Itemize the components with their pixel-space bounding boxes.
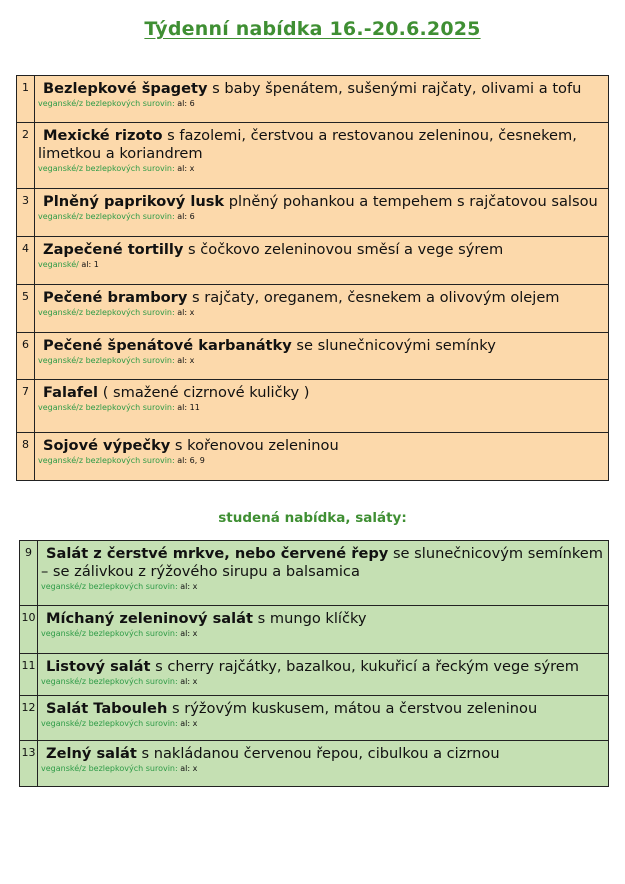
menu-row: [17, 76, 609, 123]
menu-item: [35, 237, 609, 285]
allergens: al: x: [177, 764, 198, 773]
cold-menu-table: [19, 540, 609, 787]
vegan-label: veganské/z bezlepkových surovin:: [38, 308, 175, 317]
dish-name: Sojové výpečky: [43, 437, 171, 454]
menu-row: [17, 380, 609, 433]
item-number: 10: [20, 606, 38, 654]
menu-row: [17, 433, 609, 481]
vegan-label: veganské/z bezlepkových surovin:: [38, 164, 175, 173]
dish-name: Plněný paprikový lusk: [43, 193, 225, 210]
dish-name: Mexické rizoto: [43, 127, 163, 144]
item-number: 3: [17, 189, 35, 237]
dish-name: Pečené brambory: [43, 289, 188, 306]
item-number: 2: [17, 123, 35, 189]
item-number: 4: [17, 237, 35, 285]
dish-name: Listový salát: [46, 658, 151, 675]
hot-menu-table: [16, 75, 609, 481]
dish-name: Falafel: [43, 384, 99, 401]
menu-item: [38, 606, 609, 654]
menu-item: [35, 433, 609, 481]
item-number: 7: [17, 380, 35, 433]
item-number: 8: [17, 433, 35, 481]
item-number: 9: [20, 541, 38, 606]
allergens: al: 6: [174, 99, 195, 108]
allergens: al: x: [174, 308, 195, 317]
allergens: al: x: [177, 582, 198, 591]
dish-name: Zelný salát: [46, 745, 137, 762]
menu-item: [35, 285, 609, 333]
menu-item: [35, 123, 609, 189]
vegan-label: veganské/z bezlepkových surovin:: [38, 212, 175, 221]
dish-description: s cherry rajčátky, bazalkou, kukuřicí a řeckým vege sýrem: [150, 658, 579, 675]
dish-description: s rýžovým kuskusem, mátou a čerstvou zeleninou: [167, 700, 538, 717]
allergens: al: 6: [174, 212, 195, 221]
vegan-label: veganské/z bezlepkových surovin:: [38, 456, 175, 465]
allergens: al: x: [174, 164, 195, 173]
menu-row: [17, 333, 609, 380]
allergens: al: 1: [78, 260, 99, 269]
vegan-label: veganské/z bezlepkových surovin:: [41, 582, 178, 591]
dish-name: Pečené špenátové karbanátky: [43, 337, 292, 354]
menu-item: [38, 696, 609, 741]
dish-description: s kořenovou zeleninou: [170, 437, 339, 454]
menu-item: [35, 380, 609, 433]
menu-item: [35, 333, 609, 380]
vegan-label: veganské/z bezlepkových surovin:: [38, 403, 175, 412]
menu-row: [17, 237, 609, 285]
menu-row: [20, 606, 609, 654]
allergens: al: x: [177, 629, 198, 638]
menu-item: [35, 189, 609, 237]
menu-row: [20, 741, 609, 787]
menu-row: [17, 189, 609, 237]
dish-description: ( smažené cizrnové kuličky ): [98, 384, 310, 401]
item-number: 5: [17, 285, 35, 333]
menu-row: [17, 123, 609, 189]
vegan-label: veganské/z bezlepkových surovin:: [41, 629, 178, 638]
dish-name: Zapečené tortilly: [43, 241, 184, 258]
allergens: al: x: [177, 677, 198, 686]
allergens: al: x: [174, 356, 195, 365]
dish-description: s čočkovo zeleninovou směsí a vege sýrem: [183, 241, 504, 258]
vegan-label: veganské/z bezlepkových surovin:: [41, 764, 178, 773]
vegan-label: veganské/z bezlepkových surovin:: [38, 356, 175, 365]
dish-description: s rajčaty, oreganem, česnekem a olivovým olejem: [187, 289, 560, 306]
allergens: al: x: [177, 719, 198, 728]
vegan-label: veganské/z bezlepkových surovin:: [41, 677, 178, 686]
item-number: 12: [20, 696, 38, 741]
dish-description: se slunečnicovými semínky: [291, 337, 496, 354]
item-number: 11: [20, 654, 38, 696]
dish-description: s mungo klíčky: [252, 610, 367, 627]
item-number: 1: [17, 76, 35, 123]
menu-row: [20, 541, 609, 606]
dish-description: plněný pohankou a tempehem s rajčatovou salsou: [224, 193, 598, 210]
dish-name: Salát Tabouleh: [46, 700, 168, 717]
menu-item: [38, 541, 609, 606]
dish-name: Salát z čerstvé mrkve, nebo červené řepy: [46, 545, 389, 562]
vegan-label: veganské/z bezlepkových surovin:: [38, 99, 175, 108]
page-title: Týdenní nabídka 16.-20.6.2025: [144, 18, 481, 40]
menu-item: [38, 741, 609, 787]
menu-row: [20, 696, 609, 741]
dish-description: s fazolemi, čerstvou a restovanou zeleninou, česnekem, limetkou a koriandrem: [38, 127, 577, 162]
section-title: studená nabídka, saláty:: [218, 510, 407, 526]
menu-item: [35, 76, 609, 123]
dish-name: Bezlepkové špagety: [43, 80, 208, 97]
dish-description: s baby špenátem, sušenými rajčaty, olivami a tofu: [207, 80, 582, 97]
item-number: 6: [17, 333, 35, 380]
dish-description: se slunečnicovým semínkem – se zálivkou z rýžového sirupu a balsamica: [41, 545, 603, 580]
menu-row: [17, 285, 609, 333]
dish-name: Míchaný zeleninový salát: [46, 610, 253, 627]
allergens: al: 6, 9: [174, 456, 205, 465]
menu-item: [38, 654, 609, 696]
item-number: 13: [20, 741, 38, 787]
allergens: al: 11: [174, 403, 200, 412]
vegan-label: veganské/: [38, 260, 79, 269]
dish-description: s nakládanou červenou řepou, cibulkou a cizrnou: [136, 745, 500, 762]
vegan-label: veganské/z bezlepkových surovin:: [41, 719, 178, 728]
menu-row: [20, 654, 609, 696]
